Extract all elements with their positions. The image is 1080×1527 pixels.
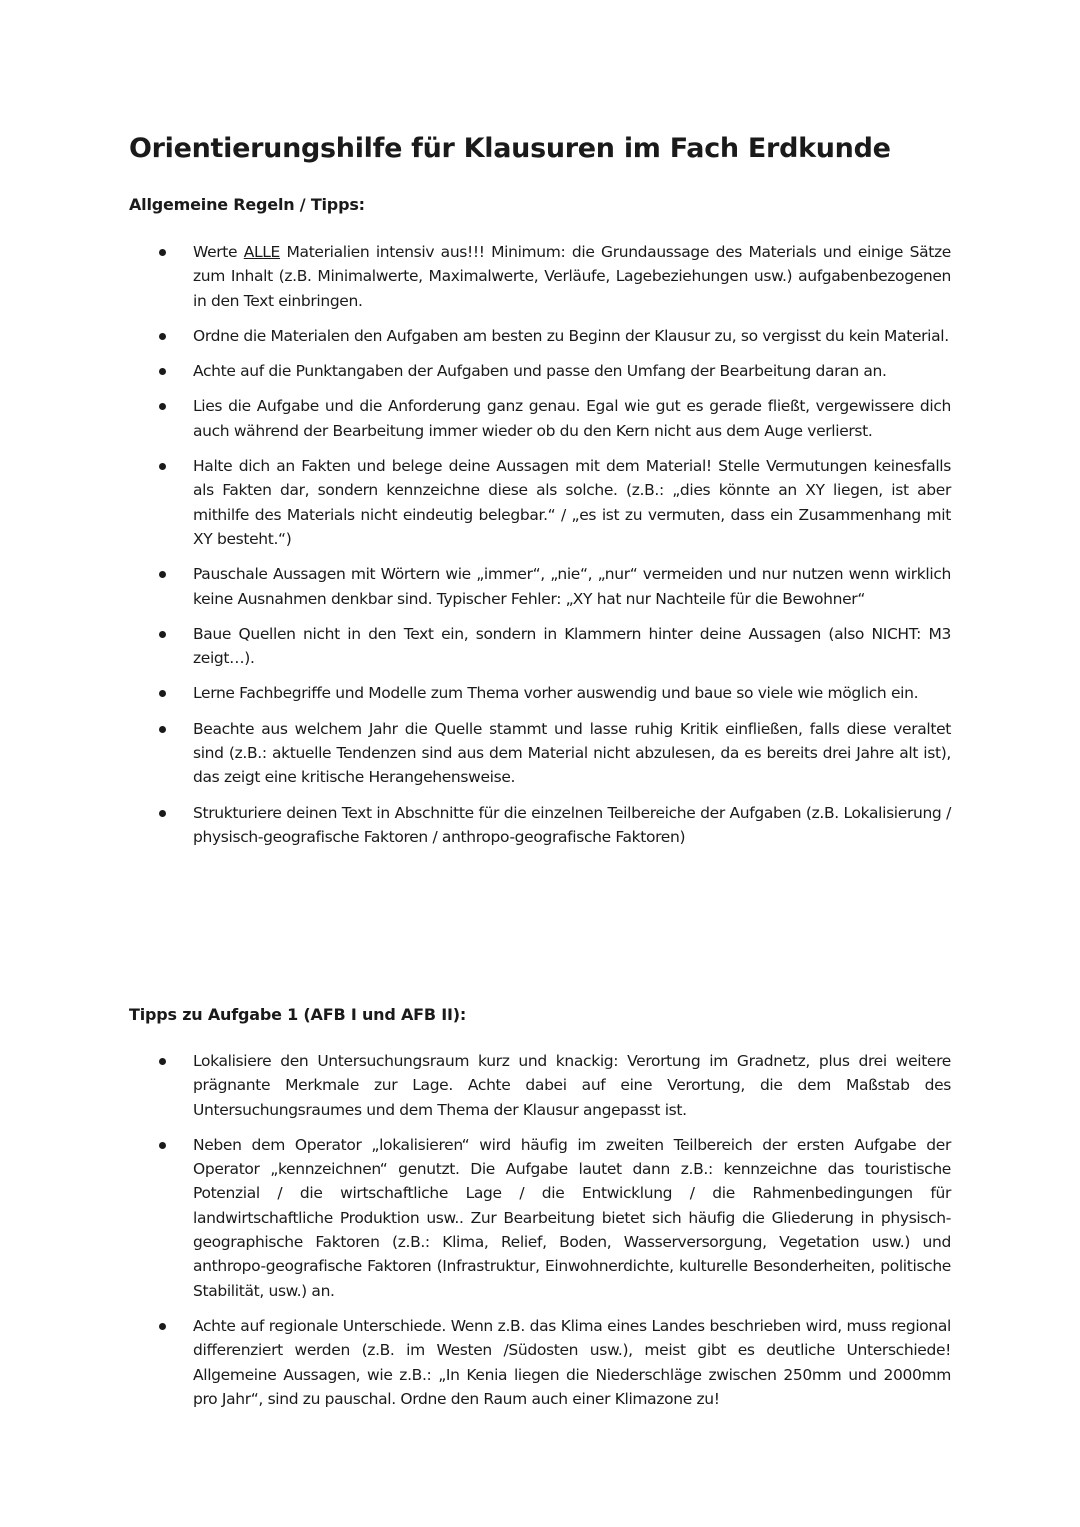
list-item-text: Baue Quellen nicht in den Text ein, sondern in Klammern hinter deine Aussagen (also NICHT: M3 zeigt…). [193,624,951,668]
page-title: Orientierungshilfe für Klausuren im Fach Erdkunde [129,133,891,164]
list-item-text: Achte auf die Punktangaben der Aufgaben und passe den Umfang der Bearbeitung daran an. [193,362,887,381]
list-item [0,1049,951,1122]
list-item-text: Lies die Aufgabe und die Anforderung ganz genau. Egal wie gut es gerade fließt, vergewissere dich auch während der Bearbeitung immer wieder ob du den Kern nicht aus dem Auge verlierst. [193,397,951,440]
bullet-icon [159,1323,166,1330]
list-item [0,681,951,705]
list-item [0,562,951,611]
list-item-text: Achte auf regionale Unterschiede. Wenn z.B. das Klima eines Landes beschrieben wird, muss regional differenziert werden (z.B. im Westen /Südosten usw.), meist gibt es deutliche Unterschiede! Allgemeine Aussagen, wie z.B.: „In Kenia liegen die Niederschläge zwischen 250mm und 2000mm pro Jahr“, sind zu pauschal. Ordne den Raum auch einer Klimazone zu! [193,1316,951,1408]
bullet-icon [159,1058,166,1065]
list-item-text: Neben dem Operator „lokalisieren“ wird häufig im zweiten Teilbereich der ersten Aufgabe der Operator „kennzeichnen“ genutzt. Die Aufgabe lautet dann z.B.: kennzeichne das touristische Potenzial / die wirtschaftliche Lage / die Entwicklung / die Rahmenbedingungen für landwirtschaftliche Produktion usw.. Zur Bearbeitung bietet sich häufig die Gliederung in physisch-geographische Faktoren (z.B.: Klima, Relief, Boden, Wasserversorgung, Vegetation usw.) und anthropo-geografische Faktoren (Infrastruktur, Einwohnerdichte, kulturelle Besonderheiten, politische Stabilität, usw.) an. [193,1135,951,1300]
list-item-text-start: Werte [193,243,244,261]
list-item-text: Halte dich an Fakten und belege deine Aussagen mit dem Material! Stelle Vermutungen keinesfalls als Fakten dar, sondern kennzeichne diese als solche. (z.B.: „dies könnte an XY liegen, ist aber mithilfe des Materials nicht eindeutig belegbar.“ / „es ist zu vermuten, dass ein Zusammenhang mit XY besteht.“) [193,457,951,548]
bullet-icon [159,333,166,340]
list-item-text: Lokalisiere den Untersuchungsraum kurz und knackig: Verortung im Gradnetz, plus drei weitere prägnante Merkmale zur Lage. Achte dabei auf eine Verortung, die dem Maßstab des Untersuchungsraumes und dem Thema der Klausur angepasst ist. [193,1052,951,1119]
bullet-icon [159,403,166,410]
list-item [0,454,951,551]
general-rules-list [0,240,1080,860]
list-item [0,1133,951,1303]
list-item-text: Lerne Fachbegriffe und Modelle zum Thema vorher auswendig und baue so viele wie möglich ein. [193,684,919,703]
list-item [0,324,951,348]
list-item-text [193,240,951,313]
list-item [0,359,951,383]
list-item-text: Pauschale Aussagen mit Wörtern wie „immer“, „nie“, „nur“ vermeiden und nur nutzen wenn wirklich keine Ausnahmen denkbar sind. Typischer Fehler: „XY hat nur Nachteile für die Bewohner“ [193,565,951,608]
section-heading-general-rules: Allgemeine Regeln / Tipps: [129,195,365,214]
task-1-tips-list [0,1049,1080,1422]
list-item [0,240,951,313]
bullet-icon [159,810,166,817]
list-item [0,622,951,671]
list-item [0,801,951,850]
list-item-text: Beachte aus welchem Jahr die Quelle stammt und lasse ruhig Kritik einfließen, falls diese veraltet sind (z.B.: aktuelle Tendenzen sind aus dem Material nicht abzulesen, da es bereits drei Jahre alt ist), das zeigt eine kritische Herangehensweise. [193,719,951,787]
bullet-icon [159,463,166,470]
list-item-text: Ordne die Materialen den Aufgaben am besten zu Beginn der Klausur zu, so vergisst du kein Material. [193,326,949,345]
section-heading-task-1-tips: Tipps zu Aufgabe 1 (AFB I und AFB II): [129,1005,467,1024]
bullet-icon [159,249,166,256]
bullet-icon [159,571,166,578]
bullet-icon [159,1142,166,1149]
bullet-icon [159,690,166,697]
list-item [0,1314,951,1411]
bullet-icon [159,726,166,733]
bullet-icon [159,631,166,638]
list-item-text: Strukturiere deinen Text in Abschnitte für die einzelnen Teilbereiche der Aufgaben (z.B. Lokalisierung / physisch-geografische Faktoren / anthropo-geografische Faktoren) [193,803,951,846]
bullet-icon [159,368,166,375]
list-item-text-end: Materialien intensiv aus!!! Minimum: die Grundaussage des Materials und einige Sätze zum Inhalt (z.B. Minimalwerte, Maximalwerte, Verläufe, Lagebeziehungen usw.) aufgabenbezogenen in den Text einbringen. [193,243,951,310]
list-item [0,394,951,443]
underlined-emphasis: ALLE [243,243,280,261]
list-item [0,717,951,790]
